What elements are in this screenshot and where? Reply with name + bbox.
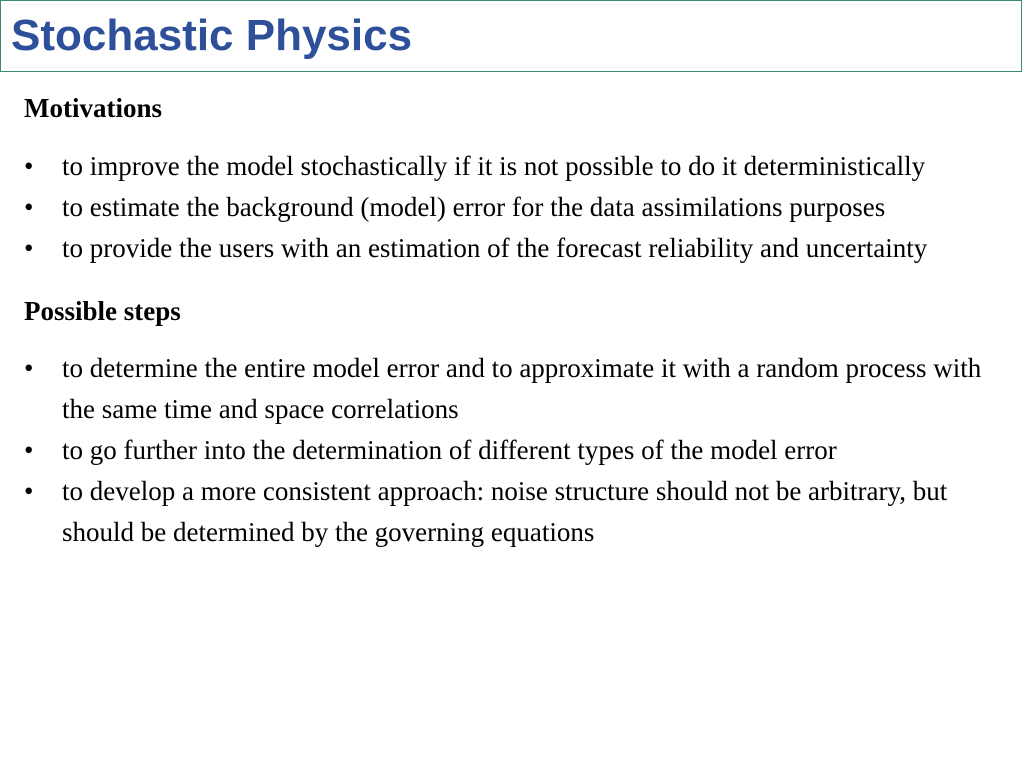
motivations-section — [24, 88, 1009, 269]
slide-content — [24, 88, 1009, 553]
list-item-text: to provide the users with an estimation of the forecast reliability and uncertainty — [62, 233, 928, 263]
list-item-text: to develop a more consistent approach: noise structure should not be arbitrary, but should be determined by the governing equations — [62, 476, 948, 547]
possible-steps-section — [24, 291, 1009, 553]
list-item-text: to determine the entire model error and to approximate it with a random process with the same time and space correlations — [62, 353, 982, 424]
list-item-text: to go further into the determination of different types of the model error — [62, 435, 837, 465]
list-item — [24, 187, 1009, 228]
title-bar — [0, 0, 1022, 72]
list-item — [24, 146, 1009, 187]
list-item-text: to improve the model stochastically if it is not possible to do it deterministically — [62, 151, 926, 181]
bullet-icon: • — [24, 476, 34, 506]
motivations-list — [24, 146, 1009, 269]
list-item — [24, 430, 1009, 471]
bullet-icon: • — [24, 233, 34, 263]
motivations-heading: Motivations — [24, 93, 162, 123]
possible-steps-heading: Possible steps — [24, 296, 181, 326]
list-item — [24, 348, 1009, 430]
bullet-icon: • — [24, 353, 34, 383]
bullet-icon: • — [24, 435, 34, 465]
bullet-icon: • — [24, 151, 34, 181]
list-item — [24, 471, 1009, 553]
bullet-icon: • — [24, 192, 34, 222]
list-item — [24, 228, 1009, 269]
slide-title: Stochastic Physics — [11, 11, 413, 60]
possible-steps-list — [24, 348, 1009, 553]
list-item-text: to estimate the background (model) error for the data assimilations purposes — [62, 192, 886, 222]
